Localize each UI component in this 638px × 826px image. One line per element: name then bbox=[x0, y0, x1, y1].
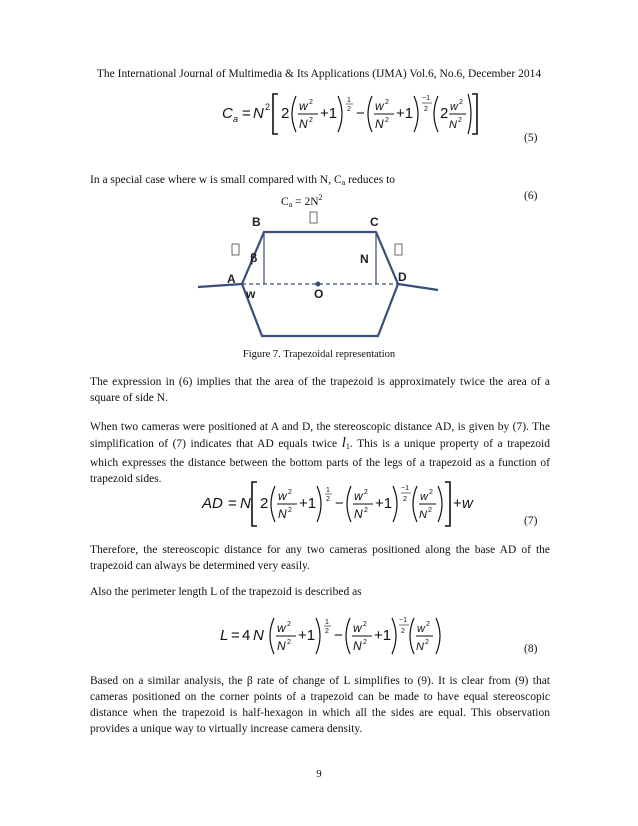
svg-text:=: = bbox=[242, 105, 251, 122]
svg-text:+1: +1 bbox=[320, 105, 338, 122]
svg-text:−: − bbox=[335, 495, 344, 512]
svg-text:2: 2 bbox=[265, 102, 271, 112]
trapezoid-top bbox=[242, 232, 398, 284]
trapezoid-figure bbox=[190, 210, 450, 350]
svg-text:2: 2 bbox=[325, 628, 329, 635]
svg-text:=: = bbox=[231, 627, 240, 644]
equation-6: $C_a = 2N^2$ bbox=[281, 193, 323, 209]
eq8-last-term bbox=[408, 614, 448, 660]
paragraph-stereo-distance: When two cameras were positioned at A and D, the stereoscopic distance AD, is given by (7). The simplification of (7) indicates that AD equals twice $l_1$. This is a unique property of a trapezoid which expresses the distance between the bottom parts of the legs of a trapezoid as a function of trapezoid sides. bbox=[90, 421, 550, 485]
svg-text:−: − bbox=[356, 105, 365, 122]
svg-text:=: = bbox=[228, 495, 237, 512]
svg-text:2: 2 bbox=[426, 621, 430, 628]
journal-header: The International Journal of Multimedia & Its Applications (IJMA) Vol.6, No.6, December 2014 bbox=[96, 68, 542, 80]
paragraph-beta-rate: Based on a similar analysis, the β rate of change of L simplifies to (9). It is clear from (9) that cameras positioned on the corner points of a trapezoid can be made to have equal stereoscopic distance when the trapezoid is half-hexagon in which all the sides are equal. This observation provides a unique way to virtually increase camera density. bbox=[90, 675, 550, 735]
svg-text:w: w bbox=[375, 99, 384, 113]
svg-text:4: 4 bbox=[242, 627, 251, 644]
svg-text:N: N bbox=[416, 641, 424, 653]
svg-text:2: 2 bbox=[347, 106, 351, 113]
paragraph-base-distance: Therefore, the stereoscopic distance for any two cameras positioned along the base AD of the trapezoid can always be determined very easily. bbox=[90, 544, 550, 572]
label-c: C bbox=[370, 215, 379, 229]
equation-5 bbox=[220, 88, 470, 140]
svg-text:w: w bbox=[299, 99, 308, 113]
paragraph-perimeter: Also the perimeter length L of the trapezoid is described as bbox=[90, 586, 362, 598]
svg-text:2: 2 bbox=[364, 507, 368, 514]
svg-text:1: 1 bbox=[326, 487, 330, 494]
label-d: D bbox=[398, 270, 407, 284]
page-number: 9 bbox=[316, 768, 322, 780]
label-b: B bbox=[252, 215, 261, 229]
svg-text:2: 2 bbox=[424, 106, 428, 113]
svg-text:−1: −1 bbox=[422, 95, 430, 102]
paragraph-area: The expression in (6) implies that the area of the trapezoid is approximately twice the area of a square of side N. bbox=[90, 376, 550, 404]
label-w: w bbox=[246, 287, 256, 301]
label-n: N bbox=[360, 252, 369, 266]
svg-text:N: N bbox=[354, 507, 363, 521]
svg-text:2: 2 bbox=[385, 99, 389, 106]
label-o: O bbox=[314, 287, 324, 301]
svg-text:2: 2 bbox=[326, 496, 330, 503]
svg-text:2: 2 bbox=[428, 507, 432, 514]
label-a: A bbox=[227, 272, 236, 286]
svg-text:+1: +1 bbox=[375, 495, 393, 512]
eq6-number: (6) bbox=[524, 190, 538, 202]
eq8-number: (8) bbox=[524, 643, 538, 655]
missing-glyph-right bbox=[395, 244, 402, 255]
svg-text:2: 2 bbox=[440, 105, 449, 122]
svg-text:2: 2 bbox=[288, 507, 292, 514]
svg-text:2: 2 bbox=[401, 628, 405, 635]
svg-text:+: + bbox=[453, 495, 462, 512]
svg-text:N: N bbox=[419, 509, 427, 521]
equation-8 bbox=[218, 610, 428, 664]
svg-text:2: 2 bbox=[403, 496, 407, 503]
svg-text:N: N bbox=[353, 639, 362, 653]
svg-text:N: N bbox=[278, 507, 287, 521]
svg-text:2: 2 bbox=[309, 99, 313, 106]
svg-text:N: N bbox=[240, 495, 251, 512]
svg-text:N: N bbox=[375, 117, 384, 131]
svg-text:2: 2 bbox=[287, 621, 291, 628]
svg-text:2: 2 bbox=[260, 495, 269, 512]
svg-text:2: 2 bbox=[363, 639, 367, 646]
special-case-text: In a special case where w is small compared with N, $C_a$ reduces to bbox=[90, 174, 396, 187]
svg-text:w: w bbox=[417, 623, 425, 635]
svg-text:2: 2 bbox=[363, 621, 367, 628]
svg-text:w: w bbox=[462, 495, 473, 512]
svg-text:2: 2 bbox=[281, 105, 290, 122]
eq5-lhs: C bbox=[222, 105, 233, 122]
eq8-lhs: L bbox=[220, 627, 229, 644]
missing-glyph-top bbox=[310, 212, 317, 223]
eq5-number: (5) bbox=[524, 132, 538, 144]
missing-glyph-left bbox=[232, 244, 239, 255]
svg-text:N: N bbox=[253, 105, 264, 122]
svg-text:w: w bbox=[450, 101, 458, 113]
center-point-o bbox=[316, 282, 321, 287]
svg-text:+1: +1 bbox=[396, 105, 414, 122]
svg-text:w: w bbox=[278, 489, 287, 503]
svg-text:−1: −1 bbox=[399, 617, 407, 624]
svg-text:N: N bbox=[299, 117, 308, 131]
eq5-bracket-close bbox=[466, 92, 480, 136]
equation-7 bbox=[200, 478, 473, 532]
svg-text:+1: +1 bbox=[298, 627, 316, 644]
svg-text:w: w bbox=[354, 489, 363, 503]
svg-text:2: 2 bbox=[309, 117, 313, 124]
svg-text:−1: −1 bbox=[401, 485, 409, 492]
svg-text:2: 2 bbox=[364, 489, 368, 496]
svg-text:w: w bbox=[277, 621, 286, 635]
svg-text:w: w bbox=[353, 621, 362, 635]
svg-text:2: 2 bbox=[458, 117, 462, 124]
svg-text:2: 2 bbox=[385, 117, 389, 124]
figure-caption: Figure 7. Trapezoidal representation bbox=[242, 349, 396, 360]
svg-text:w: w bbox=[420, 491, 428, 503]
svg-text:+1: +1 bbox=[374, 627, 392, 644]
svg-text:+1: +1 bbox=[299, 495, 317, 512]
svg-text:N: N bbox=[253, 627, 264, 644]
label-beta: β bbox=[250, 251, 258, 265]
svg-text:−: − bbox=[334, 627, 343, 644]
svg-text:2: 2 bbox=[459, 99, 463, 106]
svg-text:1: 1 bbox=[325, 619, 329, 626]
eq5-lhs-sub: a bbox=[233, 114, 239, 124]
right-extension-line bbox=[398, 284, 438, 290]
eq7-lhs: AD bbox=[202, 495, 223, 512]
eq7-number: (7) bbox=[524, 515, 538, 527]
svg-text:N: N bbox=[277, 639, 286, 653]
svg-text:N: N bbox=[449, 119, 457, 131]
svg-text:2: 2 bbox=[287, 639, 291, 646]
svg-text:2: 2 bbox=[425, 639, 429, 646]
svg-text:2: 2 bbox=[288, 489, 292, 496]
svg-text:2: 2 bbox=[429, 489, 433, 496]
svg-text:1: 1 bbox=[347, 97, 351, 104]
